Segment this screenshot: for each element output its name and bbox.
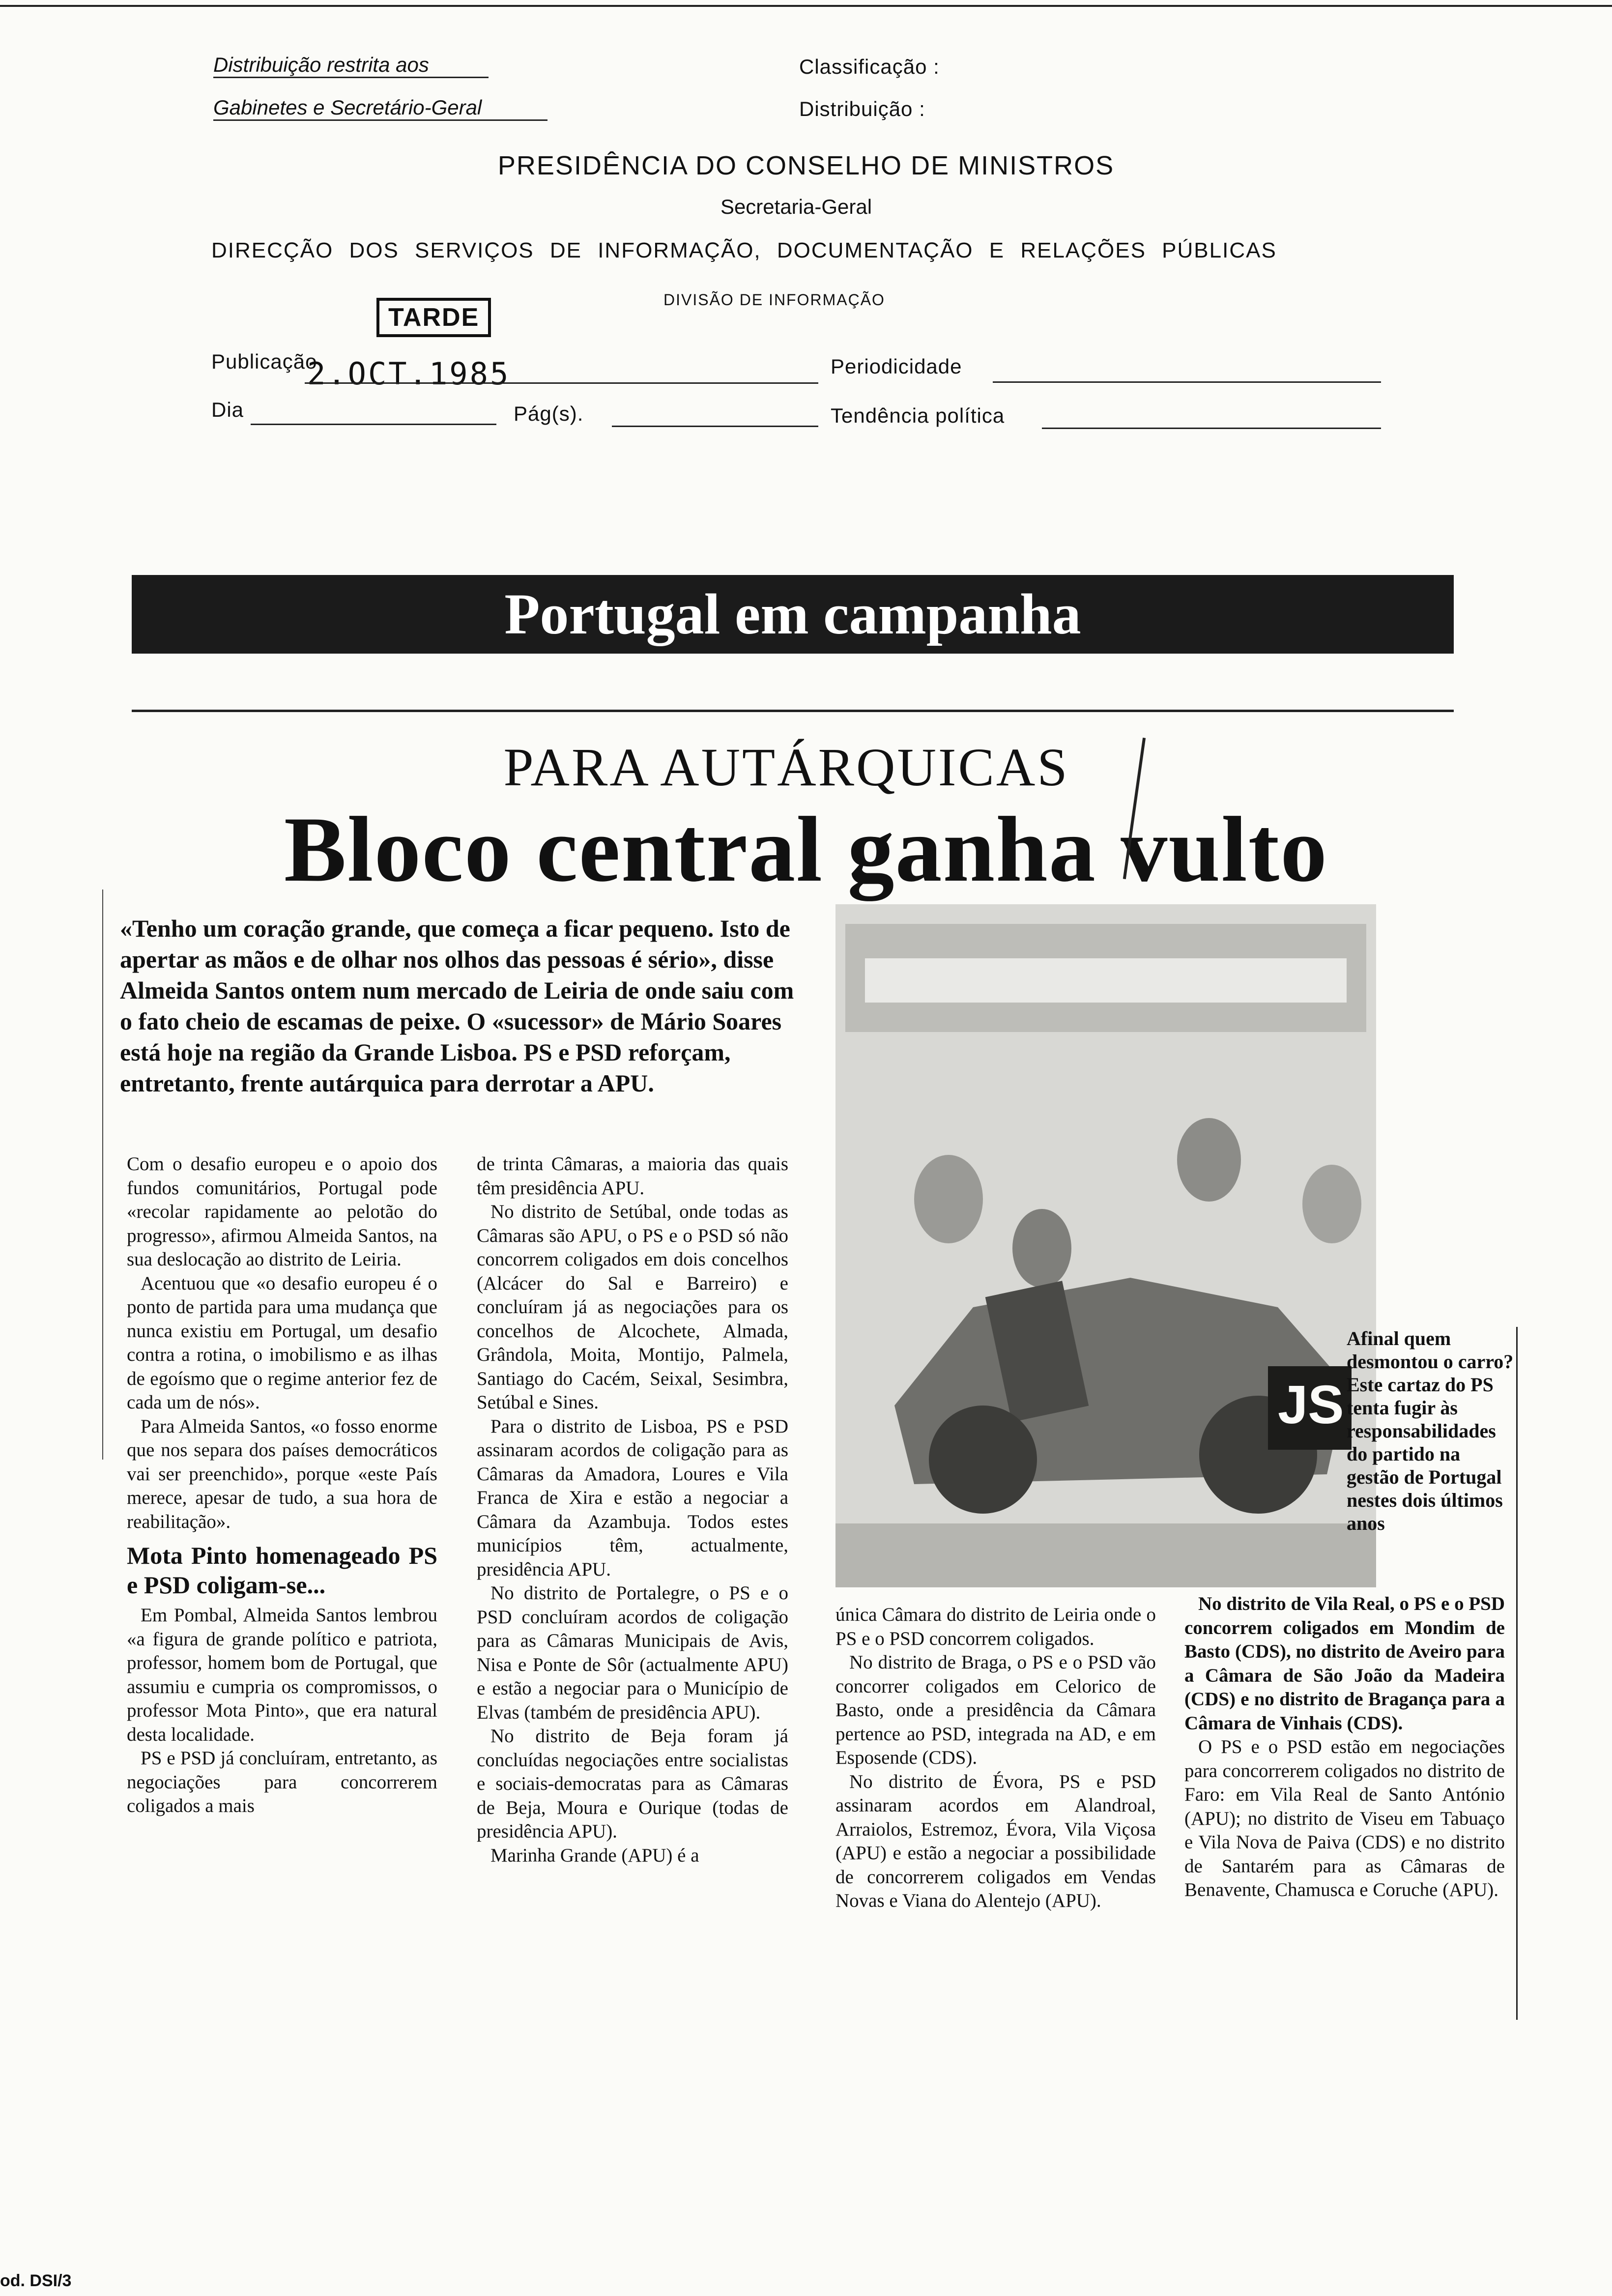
- col4-paragraph: No distrito de Vila Real, o PS e o PSD concorrem coligados em Mondim de Basto (CDS), no distrito de Aveiro para a Câmara de São João da Madeira (CDS) e no distrito de Bragança para a Câmara de Vinhais (CDS).: [1184, 1593, 1505, 1734]
- article-column-1: [127, 1152, 437, 1818]
- col1-paragraph: Acentuou que «o desafio europeu é o ponto de partida para uma mudança que nunca existiu em Portugal, um desafio contra a rotina, o imobilismo e as ilhas de egoísmo que o regime anterior fez de cada um de nós».: [127, 1272, 437, 1413]
- classification-label: Classificação :: [799, 55, 940, 78]
- date-stamp: 2.OCT.1985: [307, 356, 511, 392]
- col1-paragraph: Com o desafio europeu e o apoio dos fundos comunitários, Portugal pode «recolar rapidamente ao pelotão do progresso», afirmou Almeida Santos, na sua deslocação ao distrito de Leiria.: [127, 1153, 437, 1270]
- headline-kicker: PARA AUTÁRQUICAS: [503, 737, 1069, 797]
- distribution-label: Distribuição :: [799, 97, 925, 120]
- col2-paragraph: No distrito de Beja foram já concluídas negociações entre socialistas e sociais-democratas para as Câmaras de Beja, Moura e Ourique (todas de presidência APU).: [477, 1725, 788, 1842]
- right-margin-line: [1516, 1327, 1518, 2020]
- col2-paragraph: Marinha Grande (APU) é a: [490, 1844, 699, 1866]
- restricted-distribution-line2: Gabinetes e Secretário-Geral: [213, 96, 547, 121]
- pages-field-line: [612, 426, 818, 427]
- restricted-distribution-line1: Distribuição restrita aos: [213, 53, 489, 78]
- day-label: Dia: [211, 398, 244, 421]
- col3-paragraph: No distrito de Évora, PS e PSD assinaram acordos em Alandroal, Arraiolos, Estremoz, Évora, Vila Viçosa (APU) e estão a negociar a possibilidade de concorrerem coligados em Vendas Novas e Viana do Alentejo (APU).: [835, 1771, 1156, 1911]
- col1-paragraph: Para Almeida Santos, «o fosso enorme que nos separa dos países democráticos vai ser preenchido», porque «este País merece, apesar de tudo, a sua hora de reabilitação».: [127, 1415, 437, 1532]
- col2-paragraph: No distrito de Setúbal, onde todas as Câmaras são APU, o PS e o PSD só não concorrem coligados em dois concelhos (Alcácer do Sal e Barreiro) e concluíram já as negociações para os concelhos de Alcochete, Almada, Grândola, Moita, Montijo, Palmela, Santiago do Cacém, Seixal, Sesimbra, Setúbal e Sines.: [477, 1201, 788, 1413]
- col2-paragraph: No distrito de Portalegre, o PS e o PSD concluíram acordos de coligação para as Câmaras Municipais de Avis, Nisa e Ponte de Sôr (actualmente APU) e estão a negociar para o Município de Elvas (também de presidência APU).: [477, 1582, 788, 1723]
- publication-label: Publicação: [211, 350, 317, 373]
- col4-paragraph: O PS e o PSD estão em negociações para concorrerem coligados no distrito de Faro: em Vila Real de Santo António (APU); no distrito de Viseu em Tabuaço e Vila Nova de Paiva (CDS) e no distrito de Santarém para as Câmaras de Benavente, Chamusca e Coruche (APU).: [1184, 1736, 1505, 1900]
- article-column-4: [1184, 1592, 1505, 1902]
- day-field-line: [251, 424, 496, 425]
- photo-graphic: [835, 904, 1376, 1587]
- col3-paragraph: No distrito de Braga, o PS e o PSD vão concorrer coligados em Celorico de Basto, onde a presidência da Câmara pertence ao PSD, integrada na AD, e em Esposende (CDS).: [835, 1652, 1156, 1768]
- campaign-poster-photo: [835, 904, 1376, 1587]
- photo-caption: Afinal quem desmontou o carro? Este cartaz do PS tenta fugir às responsabilidades do partido na gestão de Portugal nestes dois últimos anos: [1347, 1327, 1514, 1534]
- publication-field-line: [305, 382, 818, 384]
- org-title: PRESIDÊNCIA DO CONSELHO DE MINISTROS: [497, 151, 1115, 180]
- form-code: od. DSI/3: [0, 2271, 72, 2290]
- col1-paragraph: Em Pombal, Almeida Santos lembrou «a figura de grande político e patriota, professor, homem bom de Portugal, que assumiu e cumpria os compromissos, o professor Mota Pinto», que era natural desta localidade.: [127, 1605, 437, 1745]
- periodicity-field-line: [993, 381, 1381, 383]
- lead-paragraph: «Tenho um coração grande, que começa a ficar pequeno. Isto de apertar as mãos e de olhar nos olhos das pessoas é sério», disse Almeida Santos ontem num mercado de Leiria de onde saiu com o fato cheio de escamas de peixe. O «sucessor» de Mário Soares está hoje na região da Grande Lisboa. PS e PSD reforçam, entretanto, frente autárquica para derrotar a APU.: [120, 915, 794, 1097]
- poster-js-logo: JS: [1278, 1375, 1344, 1435]
- col3-paragraph: única Câmara do distrito de Leiria onde o PS e o PSD concorrem coligados.: [835, 1604, 1156, 1649]
- directorate: DIRECÇÃO DOS SERVIÇOS DE INFORMAÇÃO, DOCUMENTAÇÃO E RELAÇÕES PÚBLICAS: [211, 238, 1277, 262]
- org-subtitle: Secretaria-Geral: [720, 195, 872, 218]
- top-border-line: [0, 5, 1612, 7]
- pages-label: Pág(s).: [514, 402, 584, 425]
- col2-paragraph: Para o distrito de Lisboa, PS e PSD assinaram acordos de coligação para as Câmaras da Amadora, Loures e Vila Franca de Xira e estão a negociar a Câmara da Azambuja. Todos estes municípios têm, actualmente, presidência APU.: [477, 1415, 788, 1580]
- section-banner: Portugal em campanha: [132, 575, 1454, 654]
- article-column-3: [835, 1603, 1156, 1913]
- division-label: DIVISÃO DE INFORMAÇÃO: [663, 291, 885, 309]
- col1-subheading: Mota Pinto homenageado PS e PSD coligam-se...: [127, 1542, 437, 1599]
- tarde-stamp: TARDE: [376, 298, 491, 337]
- col2-paragraph: de trinta Câmaras, a maioria das quais têm presidência APU.: [477, 1153, 788, 1199]
- headline: Bloco central ganha vulto: [284, 798, 1328, 901]
- col1-paragraph: PS e PSD já concluíram, entretanto, as negociações para concorrerem coligados a mais: [127, 1748, 437, 1816]
- periodicity-label: Periodicidade: [831, 355, 962, 378]
- political-tendency-label: Tendência política: [831, 404, 1005, 427]
- political-tendency-field-line: [1042, 428, 1381, 429]
- banner-rule: [132, 710, 1454, 712]
- article-column-2: [477, 1152, 788, 1867]
- left-margin-line: [102, 890, 103, 1460]
